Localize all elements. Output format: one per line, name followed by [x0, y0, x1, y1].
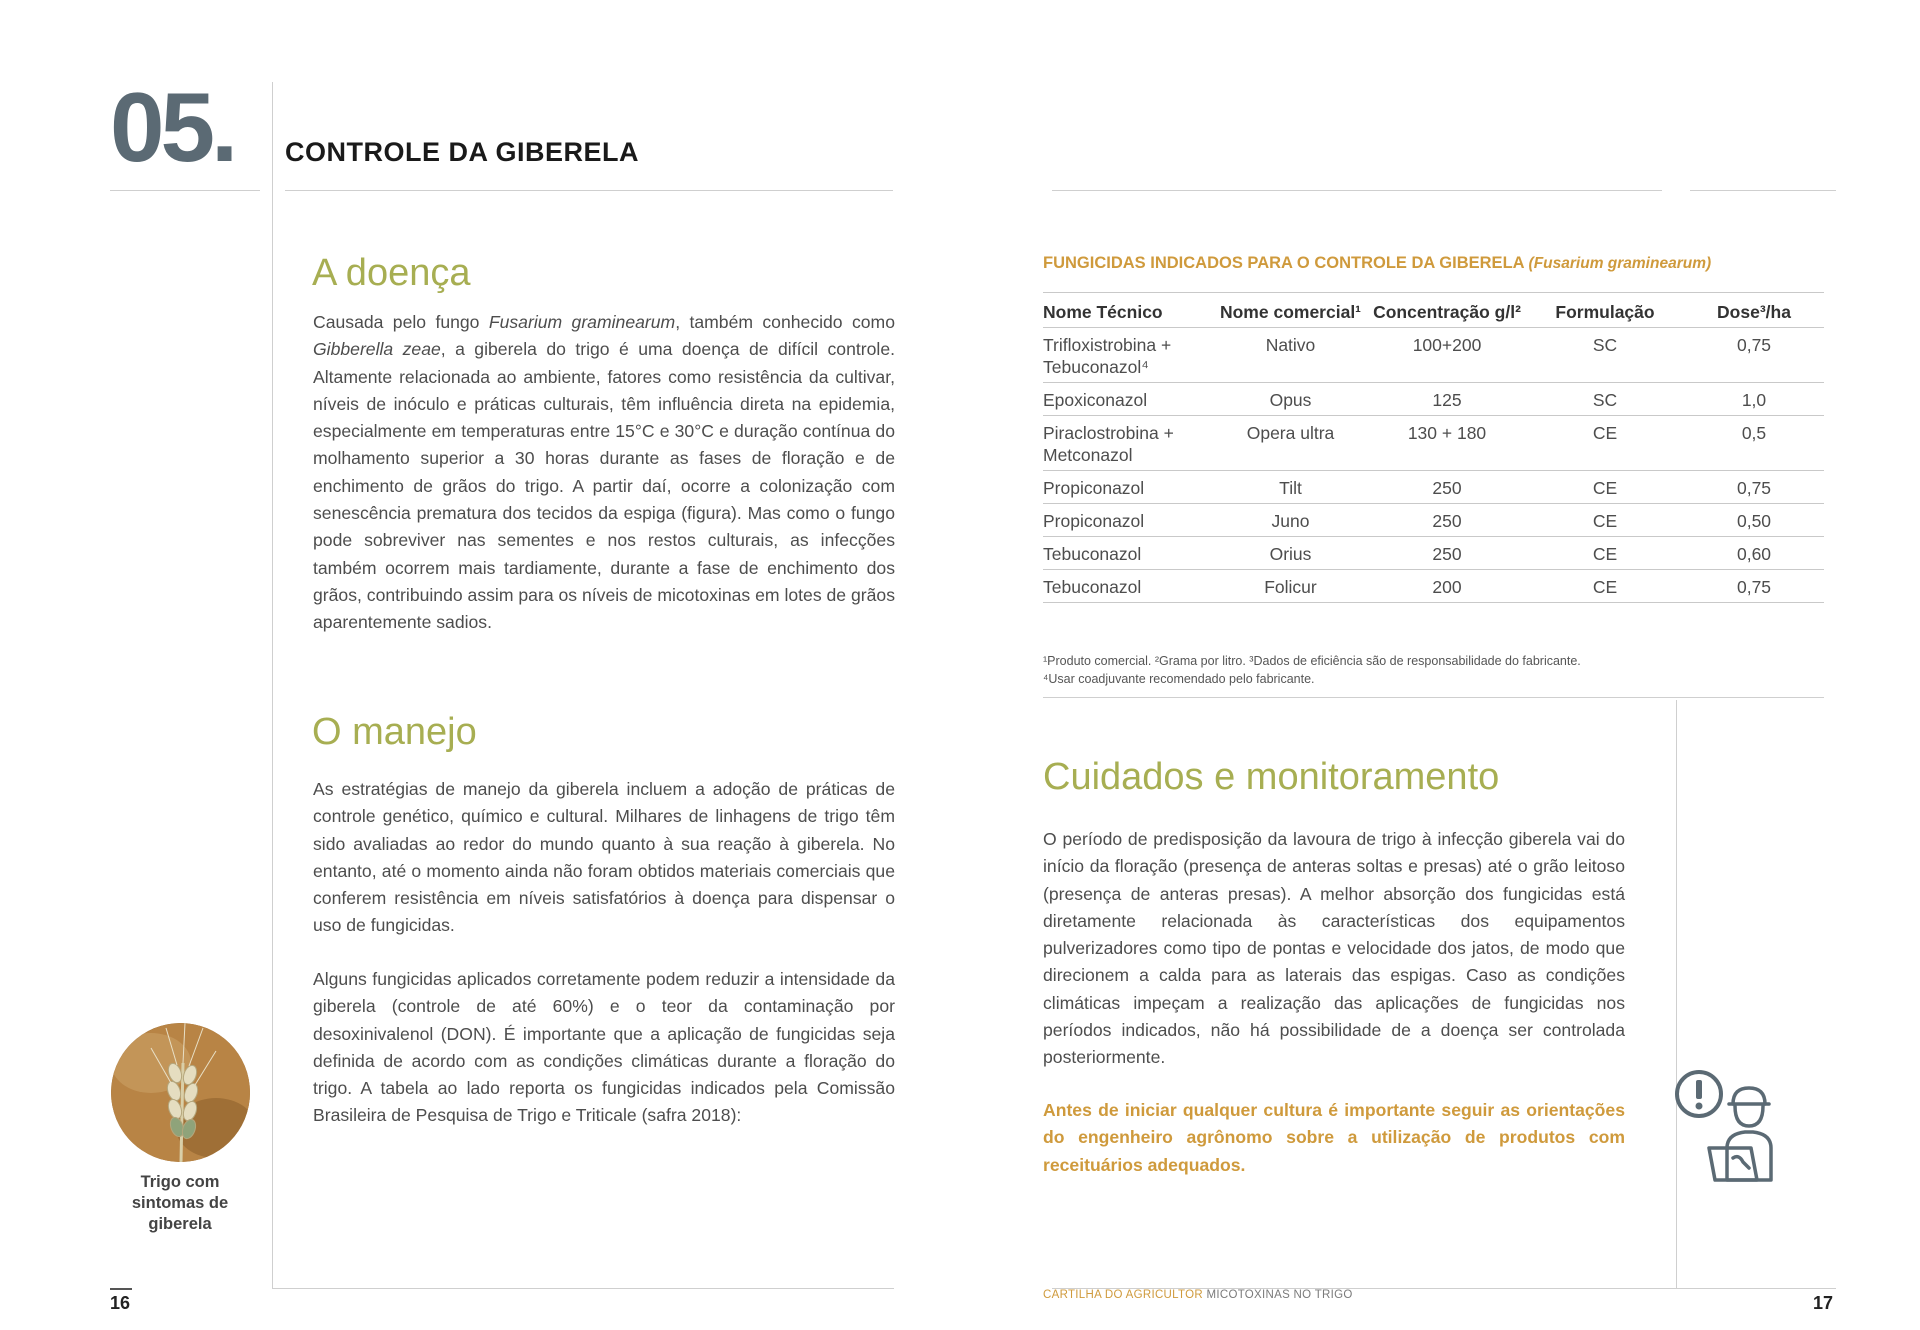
footer-brand-series: CARTILHA DO AGRICULTOR: [1043, 1289, 1203, 1301]
footer-brand-title: MICOTOXINAS NO TRIGO: [1206, 1289, 1353, 1301]
cell-nome-comercial: Orius: [1213, 537, 1368, 570]
cell-nome-tecnico: Trifloxistrobina + Tebuconazol⁴: [1043, 328, 1213, 383]
cell-nome-tecnico: Piraclostrobina + Metconazol: [1043, 416, 1213, 471]
cell-concentracao: 200: [1368, 570, 1526, 603]
cell-nome-comercial: Juno: [1213, 504, 1368, 537]
chapter-number: 05.: [110, 72, 235, 182]
footnote-2: ⁴Usar coadjuvante recomendado pelo fabricante.: [1043, 672, 1315, 686]
photo-caption: Trigo com sintomas de giberela: [131, 1173, 229, 1233]
cell-formulacao: CE: [1526, 416, 1684, 471]
table-row: [1043, 383, 1824, 416]
agronomist-tip: Antes de iniciar qualquer cultura é importante seguir as orientações do engenheiro agrônomo sobre a utilização de produtos com receituários adequados.: [1043, 1100, 1625, 1175]
cell-nome-comercial: Folicur: [1213, 570, 1368, 603]
cell-dose: 0,75: [1684, 328, 1824, 383]
cell-formulacao: CE: [1526, 504, 1684, 537]
cell-formulacao: SC: [1526, 328, 1684, 383]
left-column-divider: [272, 82, 273, 1288]
table-row: [1043, 471, 1824, 504]
cell-concentracao: 250: [1368, 504, 1526, 537]
paragraph-manejo-2: Alguns fungicidas aplicados corretamente podem reduzir a intensidade da giberela (controle de até 60%) e o teor da contaminação por desoxinivalenol (DON). É importante que a aplicação de fungicidas seja definida de acordo com as condições climáticas durante a floração do trigo. A tabela ao lado reporta os fungicidas indicados pela Comissão Brasileira de Pesquisa de Trigo e Triticale (safra 2018):: [313, 969, 895, 1126]
footer-rule-left: [272, 1288, 894, 1289]
header-rule-main: [285, 190, 893, 191]
cell-nome-comercial: Nativo: [1213, 328, 1368, 383]
cell-nome-comercial: Opera ultra: [1213, 416, 1368, 471]
footer-mark-left: [110, 1288, 132, 1290]
cell-nome-tecnico: Propiconazol: [1043, 471, 1213, 504]
table-row: [1043, 416, 1824, 471]
table-row: [1043, 570, 1824, 603]
cell-nome-comercial: Opus: [1213, 383, 1368, 416]
engineer-with-tablet-icon: [1705, 1082, 1797, 1190]
col-header-nome-comercial: Nome comercial¹: [1213, 293, 1368, 328]
cell-concentracao: 125: [1368, 383, 1526, 416]
cell-nome-comercial: Tilt: [1213, 471, 1368, 504]
table-bottom-rule: [1043, 697, 1824, 698]
cell-dose: 0,50: [1684, 504, 1824, 537]
wheat-photo: [111, 1023, 250, 1162]
cell-dose: 0,75: [1684, 570, 1824, 603]
col-header-concentracao: Concentração g/l²: [1368, 293, 1526, 328]
footnote-1: ¹Produto comercial. ²Grama por litro. ³Dados de eficiência são de responsabilidade do fabricante.: [1043, 654, 1581, 668]
cell-concentracao: 100+200: [1368, 328, 1526, 383]
cell-dose: 0,5: [1684, 416, 1824, 471]
header-rule-left: [110, 190, 260, 191]
table-title: FUNGICIDAS INDICADOS PARA O CONTROLE DA GIBERELA (Fusarium graminearum): [1043, 254, 1712, 272]
cell-concentracao: 130 + 180: [1368, 416, 1526, 471]
table-footnotes: [1043, 652, 1824, 688]
cell-formulacao: CE: [1526, 570, 1684, 603]
cell-nome-tecnico: Tebuconazol: [1043, 570, 1213, 603]
cell-dose: 0,75: [1684, 471, 1824, 504]
cell-nome-tecnico: Tebuconazol: [1043, 537, 1213, 570]
footer-brand: [1043, 1289, 1353, 1301]
right-column-divider: [1676, 700, 1677, 1288]
col-header-nome-tecnico: Nome Técnico: [1043, 293, 1213, 328]
section-title-manejo: O manejo: [312, 711, 477, 753]
cell-concentracao: 250: [1368, 537, 1526, 570]
cell-dose: 1,0: [1684, 383, 1824, 416]
table-row: [1043, 504, 1824, 537]
cell-dose: 0,60: [1684, 537, 1824, 570]
chapter-title: CONTROLE DA GIBERELA: [285, 137, 639, 167]
table-header-row: [1043, 293, 1824, 328]
paragraph-doenca: Causada pelo fungo Fusarium graminearum, também conhecido como Gibberella zeae, a giberela do trigo é uma doença de difícil controle. Altamente relacionada ao ambiente, fatores como resistência da cultivar, níveis de inóculo e práticas culturais, têm influência direta na epidemia, especialmente em temperaturas entre 15°C e 30°C e duração contínua do molhamento superior a 30 horas durante as fases de floração e de enchimento de grãos do trigo. A partir daí, ocorre a colonização com senescência prematura dos tecidos da espiga (figura). Mas como o fungo pode sobreviver nas sementes e nos restos culturais, as infecções também ocorrem mais tardiamente, durante a fase de enchimento dos grãos, contribuindo assim para os níveis de micotoxinas em lotes de grãos aparentemente sadios.: [313, 312, 895, 633]
cell-formulacao: CE: [1526, 537, 1684, 570]
table-row: [1043, 328, 1824, 383]
cell-formulacao: SC: [1526, 383, 1684, 416]
paragraph-cuidados: O período de predisposição da lavoura de trigo à infecção giberela vai do início da floração (presença de anteras soltas e presas) até o grão leitoso (presença de anteras presas). A melhor absorção dos fungicidas está diretamente relacionada às características dos equipamentos pulverizadores como tipo de pontas e velocidade dos jatos, de modo que direcionem a calda para as laterais das espigas. Caso as condições climáticas impeçam a realização das aplicações de fungicidas nos períodos indicados, não há possibilidade de a doença ser controlada posteriormente.: [1043, 829, 1625, 1068]
section-title-cuidados: Cuidados e monitoramento: [1043, 756, 1500, 798]
header-rule-right-short: [1690, 190, 1836, 191]
cell-nome-tecnico: Propiconazol: [1043, 504, 1213, 537]
section-title-doenca: A doença: [312, 252, 471, 294]
cell-formulacao: CE: [1526, 471, 1684, 504]
page-number-left: 16: [110, 1293, 131, 1313]
header-rule-right: [1052, 190, 1662, 191]
paragraph-manejo-1: As estratégias de manejo da giberela incluem a adoção de práticas de controle genético, químico e cultural. Milhares de linhagens de trigo têm sido avaliadas ao redor do mundo quanto à sua reação à giberela. No entanto, até o momento ainda não foram obtidos materiais comerciais que conferem resistência em níveis satisfatórios à doença para dispensar o uso de fungicidas.: [313, 779, 895, 936]
wheat-ear-icon: [111, 1023, 250, 1162]
page-number-right: 17: [1813, 1293, 1834, 1313]
fungicide-table: [1043, 292, 1824, 603]
col-header-formulacao: Formulação: [1526, 293, 1684, 328]
cell-nome-tecnico: Epoxiconazol: [1043, 383, 1213, 416]
col-header-dose: Dose³/ha: [1684, 293, 1824, 328]
cell-concentracao: 250: [1368, 471, 1526, 504]
table-row: [1043, 537, 1824, 570]
